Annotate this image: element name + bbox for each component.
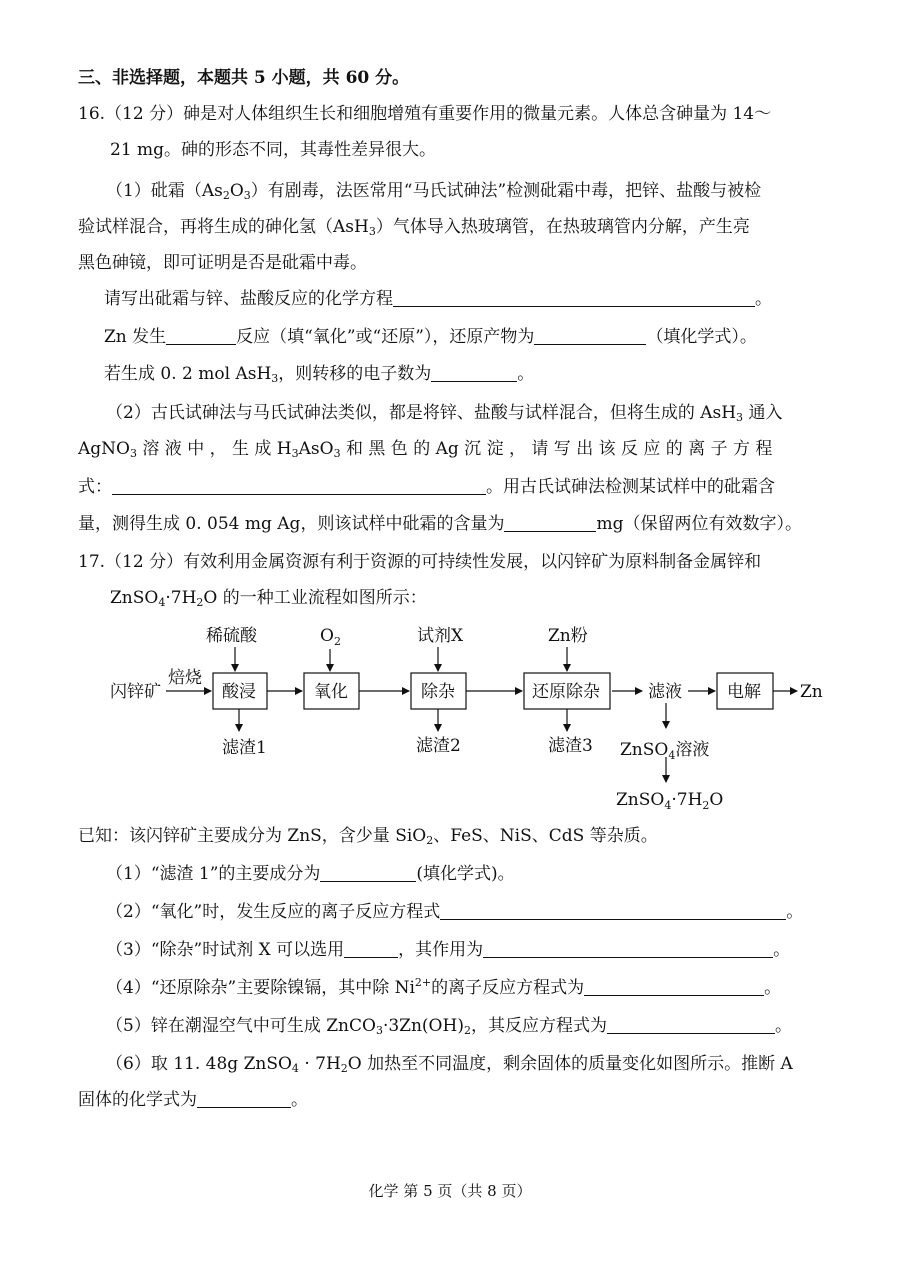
q16-intro-text1: （12 分）砷是对人体组织生长和细胞增殖有重要作用的微量元素。人体总含砷量为 14～ xyxy=(105,104,772,124)
label-acid-leach: 酸浸 xyxy=(222,682,256,702)
q17-s1-b: (填化学式)。 xyxy=(416,864,515,884)
q17-s2-b: 。 xyxy=(786,902,804,922)
sub-2: 2 xyxy=(340,1062,348,1075)
q17-s6-b: · 7H xyxy=(298,1054,341,1074)
q17-intro-b: ·7H xyxy=(165,588,197,608)
q17-intro-text1: （12 分）有效利用金属资源有利于资源的可持续性发展，以闪锌矿为原料制备金属锌和 xyxy=(105,552,762,572)
q16-part2-line3 xyxy=(78,475,775,499)
q16-p2-text-b1: AgNO xyxy=(78,439,130,459)
q16-p1-text-a2: O xyxy=(229,181,244,201)
label-znso4-heptahydrate: $ZnSO_4\cdot 7H_2O$ xyxy=(616,790,724,812)
label-reagent-x: 试剂X xyxy=(417,626,464,646)
q17-known xyxy=(78,824,658,848)
q17-s4-a: （4）“还原除杂”主要除镍镉，其中除 Ni xyxy=(106,978,415,998)
sub-3: 3 xyxy=(129,447,137,460)
q16-part1-question1 xyxy=(104,287,772,311)
q17-s6-d: 固体的化学式为 xyxy=(78,1090,197,1110)
q16-p2-text-c1: 式： xyxy=(78,477,112,497)
q16-part1-question3 xyxy=(104,362,534,386)
q17-s4-b: 的离子反应方程式为 xyxy=(431,978,585,998)
q17-intro-line2 xyxy=(110,586,427,610)
q16-part1-line3: 黑色砷镜，即可证明是否是砒霜中毒。 xyxy=(78,253,367,273)
q16-p2-text-d1: 量，测得生成 0. 054 mg Ag，则该试样中砒霜的含量为 xyxy=(78,514,505,534)
sub-2: 2 xyxy=(463,1024,471,1037)
q17-s1-a: （1）“滤渣 1”的主要成分为 xyxy=(106,864,321,884)
q17-sub3 xyxy=(106,938,790,962)
q17-s6-c: O 加热至不同温度，剩余固体的质量变化如图所示。推断 A xyxy=(347,1054,793,1074)
q16-part2-line4 xyxy=(78,512,802,536)
q16-q1-text: 请写出砒霜与锌、盐酸反应的化学方程 xyxy=(104,289,393,309)
q17-known-a: 已知：该闪锌矿主要成分为 ZnS，含少量 SiO xyxy=(78,826,427,846)
q16-q3-text-c: 。 xyxy=(517,364,535,384)
label-residue-3: 滤渣3 xyxy=(548,736,593,756)
q17-s3-a: （3）“除杂”时试剂 X 可以选用 xyxy=(106,940,345,960)
q17-s2-a: （2）“氧化”时，发生反应的离子反应方程式 xyxy=(106,902,441,922)
sub-4: 4 xyxy=(291,1062,299,1075)
label-filtrate: 滤液 xyxy=(648,682,682,702)
q16-p2-text-a2: 通入 xyxy=(743,403,783,423)
q17-s5-c: ，其反应方程式为 xyxy=(470,1016,607,1036)
q16-p2-text-b2: 溶 液 中 ， 生 成 H xyxy=(136,439,292,459)
process-flow-diagram xyxy=(0,615,900,835)
answer-blank[interactable] xyxy=(431,363,517,382)
label-residue-1: 滤渣1 xyxy=(222,738,267,758)
q16-part1-question2 xyxy=(104,325,757,349)
q16-q2-text-c: （填化学式）。 xyxy=(646,327,757,347)
q16-q2-text-a: Zn 发生 xyxy=(104,327,167,347)
q16-q3-text-b: ，则转移的电子数为 xyxy=(278,364,432,384)
sub-2: 2 xyxy=(426,834,434,847)
q17-intro-line1 xyxy=(78,550,761,574)
q17-intro-a: ZnSO xyxy=(110,588,159,608)
sub-3: 3 xyxy=(243,189,251,202)
sub-3: 3 xyxy=(736,411,744,424)
q17-sub2 xyxy=(106,900,803,924)
page-footer: 化学 第 5 页（共 8 页） xyxy=(368,1182,532,1200)
q16-p2-text-b3: AsO xyxy=(298,439,334,459)
q16-part2-line1 xyxy=(106,401,782,425)
label-dilute-sulfuric-acid: 稀硫酸 xyxy=(206,626,257,646)
sub-3: 3 xyxy=(368,225,376,238)
answer-blank[interactable] xyxy=(320,863,416,882)
q17-s5-b: ·3Zn(OH) xyxy=(382,1016,464,1036)
section-title: 三、非选择题，本题共 5 小题，共 60 分。 xyxy=(78,68,410,88)
q17-sub1 xyxy=(106,862,515,886)
answer-blank[interactable] xyxy=(197,1089,291,1108)
q17-s5-d: 。 xyxy=(774,1016,792,1036)
q16-p1-text-b: 验试样混合，再将生成的砷化氢（AsH xyxy=(78,217,369,237)
q16-p1-text-a: （1）砒霜（As xyxy=(106,181,223,201)
answer-blank[interactable] xyxy=(166,326,236,345)
sub-3: 3 xyxy=(375,1024,383,1037)
q16-p1-text-a3: ）有剧毒，法医常用“马氏试砷法”检测砒霜中毒，把锌、盐酸与被检 xyxy=(250,181,762,201)
label-product-zn: Zn xyxy=(800,682,823,702)
answer-blank[interactable] xyxy=(607,1015,775,1034)
q16-q1-end: 。 xyxy=(755,289,772,309)
label-roast: 焙烧 xyxy=(168,668,202,688)
q17-sub4 xyxy=(106,976,781,1000)
q17-s5-a: （5）锌在潮湿空气中可生成 ZnCO xyxy=(106,1016,376,1036)
q16-part1-line2 xyxy=(78,215,750,239)
answer-blank[interactable] xyxy=(440,901,786,920)
answer-blank[interactable] xyxy=(483,939,773,958)
q17-s3-c: 。 xyxy=(773,940,791,960)
q17-sub6-line1 xyxy=(106,1052,793,1076)
answer-blank[interactable] xyxy=(344,939,398,958)
q17-intro-c: O 的一种工业流程如图所示： xyxy=(203,588,427,608)
q17-s6-a: （6）取 11. 48g ZnSO xyxy=(106,1054,292,1074)
sub-3: 3 xyxy=(333,447,341,460)
label-oxidation: 氧化 xyxy=(314,682,348,702)
q16-q3-text-a: 若生成 0. 2 mol AsH xyxy=(104,364,272,384)
sub-2: 2 xyxy=(196,596,204,609)
q17-known-b: 、FeS、NiS、CdS 等杂质。 xyxy=(433,826,658,846)
answer-blank[interactable] xyxy=(393,288,755,307)
label-start: 闪锌矿 xyxy=(110,682,161,702)
label-impurity-removal: 除杂 xyxy=(421,682,455,702)
q16-intro-line2: 21 mg。砷的形态不同，其毒性差异很大。 xyxy=(110,140,437,160)
q17-sub5 xyxy=(106,1014,792,1038)
q16-number: 16. xyxy=(78,104,106,124)
answer-blank[interactable] xyxy=(112,476,486,495)
label-znso4-solution: ZnSO$_4$溶液 xyxy=(620,740,710,762)
label-electrolysis: 电解 xyxy=(727,682,761,702)
label-reduction-removal: 还原除杂 xyxy=(532,682,600,702)
q17-s6-e: 。 xyxy=(291,1090,308,1110)
q17-s3-b: ，其作用为 xyxy=(398,940,484,960)
q16-intro-line1 xyxy=(78,102,771,126)
sub-3: 3 xyxy=(291,447,299,460)
q16-q2-text-b: 反应（填“氧化”或“还原”），还原产物为 xyxy=(236,327,535,347)
q16-part1-line1 xyxy=(106,179,761,203)
q16-p2-text-c2: 。用古氏试砷法检测某试样中的砒霜含 xyxy=(486,477,775,497)
label-residue-2: 滤渣2 xyxy=(416,736,461,756)
answer-blank[interactable] xyxy=(584,977,764,996)
q16-part2-line2 xyxy=(78,437,772,461)
q17-number: 17. xyxy=(78,552,106,572)
q16-p2-text-b4: 和 黑 色 的 Ag 沉 淀 ， 请 写 出 该 反 应 的 离 子 方 程 xyxy=(340,439,773,459)
sub-3: 3 xyxy=(271,372,279,385)
q17-sub6-line2 xyxy=(78,1088,308,1112)
q16-p2-text-a: （2）古氏试砷法与马氏试砷法类似，都是将锌、盐酸与试样混合，但将生成的 AsH xyxy=(106,403,737,423)
label-zinc-powder: Zn粉 xyxy=(548,626,588,646)
q16-p1-text-b2: ）气体导入热玻璃管，在热玻璃管内分解，产生亮 xyxy=(375,217,750,237)
q16-p2-text-d2: mg（保留两位有效数字）。 xyxy=(596,514,802,534)
answer-blank[interactable] xyxy=(504,513,596,532)
label-oxygen: $O_2$ xyxy=(320,626,341,648)
superscript-charge: 2+ xyxy=(414,976,432,989)
sub-2: 2 xyxy=(222,189,230,202)
answer-blank[interactable] xyxy=(534,326,646,345)
sub-4: 4 xyxy=(158,596,166,609)
q17-s4-c: 。 xyxy=(764,978,782,998)
